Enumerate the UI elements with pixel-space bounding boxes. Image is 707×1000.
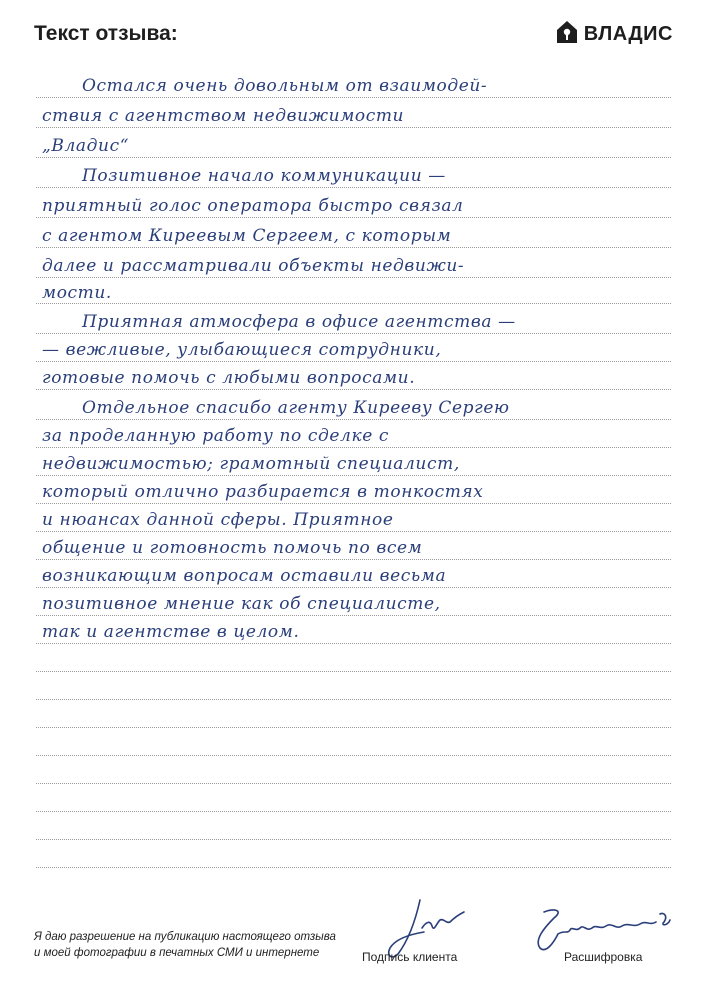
review-line: Отдельное спасибо агенту Кирееву Сергею bbox=[82, 398, 510, 418]
brand-name: ВЛАДИС bbox=[583, 23, 673, 45]
decoding-caption: Расшифровка bbox=[564, 950, 643, 964]
review-line: приятный голос оператора быстро связал bbox=[42, 196, 464, 216]
review-line: позитивное мнение как об специалисте, bbox=[42, 594, 441, 614]
consent-line: и моей фотографии в печатных СМИ и интернете bbox=[34, 947, 320, 959]
review-line: недвижимостью; грамотный специалист, bbox=[42, 454, 460, 474]
review-line: ствия с агентством недвижимости bbox=[42, 106, 405, 126]
review-line: который отлично разбирается в тонкостях bbox=[42, 482, 484, 502]
review-line: общение и готовность помочь по всем bbox=[42, 538, 423, 558]
review-line: Позитивное начало коммуникации — bbox=[82, 166, 446, 186]
review-line: готовые помочь с любыми вопросами. bbox=[42, 368, 416, 388]
page-title: Текст отзыва: bbox=[34, 22, 178, 45]
consent-text bbox=[34, 929, 336, 961]
review-line: Остался очень довольным от взаимодей- bbox=[82, 76, 488, 96]
consent-line: Я даю разрешение на публикацию настоящего отзыва bbox=[34, 931, 336, 943]
signature-caption: Подпись клиента bbox=[362, 950, 458, 964]
review-line: с агентом Киреевым Сергеем, с которым bbox=[42, 226, 452, 246]
review-line: — вежливые, улыбающиеся сотрудники, bbox=[42, 340, 442, 360]
review-line: Приятная атмосфера в офисе агентства — bbox=[82, 312, 516, 332]
review-line: мости. bbox=[42, 283, 112, 303]
review-line: за проделанную работу по сделке с bbox=[42, 426, 390, 446]
review-line: возникающим вопросам оставили весьма bbox=[42, 566, 447, 586]
review-line: так и агентстве в целом. bbox=[42, 622, 300, 642]
review-line: и нюансах данной сферы. Приятное bbox=[42, 510, 394, 530]
review-line: далее и рассматривали объекты недвижи- bbox=[42, 256, 465, 276]
review-line: „Владис“ bbox=[42, 136, 129, 156]
